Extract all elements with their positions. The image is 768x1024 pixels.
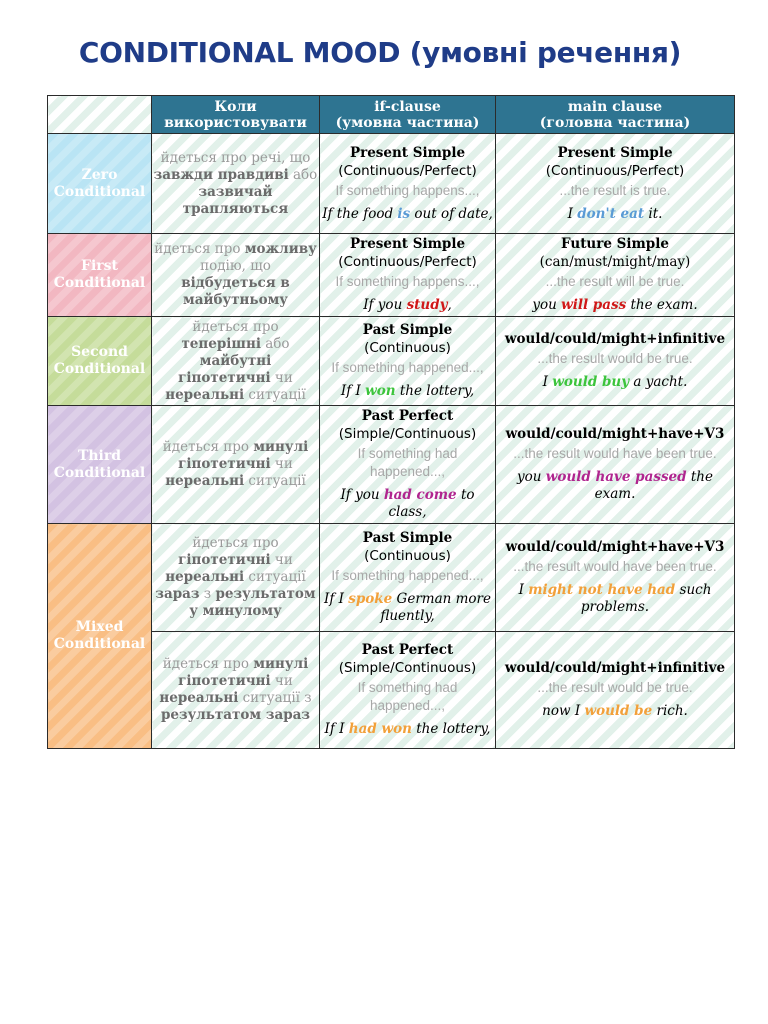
- when-bold: зазвичай трапляються: [182, 183, 289, 217]
- type-label: Conditional: [53, 361, 146, 377]
- header-main-clause: [496, 96, 735, 134]
- type-label: Conditional: [53, 464, 146, 481]
- table-header-row: [48, 96, 735, 134]
- when-cell: [152, 317, 320, 406]
- table-row: [48, 406, 735, 524]
- type-label: Conditional: [53, 183, 146, 200]
- type-label: Second: [71, 344, 128, 360]
- header-main-line1: main clause: [567, 98, 663, 115]
- header-when-line2: використовувати: [164, 114, 307, 131]
- table-row: [48, 632, 735, 749]
- when-cell: [152, 234, 320, 317]
- when-bold: гіпотетичні: [178, 673, 271, 689]
- when-bold: майбутні гіпотетичні: [178, 352, 272, 386]
- table-row: [48, 524, 735, 632]
- sample-text: If something happens...,: [335, 274, 480, 289]
- when-text: йдеться про: [192, 535, 279, 551]
- header-main-line2: (головна частина): [539, 114, 691, 131]
- type-label: Third: [77, 447, 122, 464]
- tense-label: Present Simple: [349, 144, 466, 161]
- sample-text: If something happened...,: [331, 568, 484, 583]
- header-if-line2: (умовна частина): [335, 114, 480, 131]
- type-third-conditional: [48, 406, 152, 524]
- when-bold: нереальні: [165, 569, 245, 585]
- main-clause-cell: [496, 234, 735, 317]
- example-sentence: If the food is out of date,: [322, 205, 493, 222]
- tense-label: Present Simple: [557, 144, 673, 161]
- header-when: [152, 96, 320, 134]
- when-text: чи: [270, 456, 293, 472]
- sample-text: ...the result would be true.: [537, 351, 693, 366]
- tense-variants: (Continuous): [364, 340, 451, 356]
- example-sentence: I would buy a yacht.: [542, 374, 688, 390]
- when-text: або: [260, 335, 290, 352]
- example-sentence: If I won the lottery,: [340, 383, 475, 399]
- when-bold: результатом у минулому: [189, 586, 316, 619]
- tense-label: Past Perfect: [361, 408, 454, 424]
- tense-label: Present Simple: [349, 236, 466, 252]
- when-bold: нереальні: [165, 386, 245, 403]
- when-bold: завжди правдиві: [153, 166, 289, 183]
- example-sentence: you will pass the exam.: [532, 297, 698, 313]
- table-row: [48, 234, 735, 317]
- when-cell: [152, 524, 320, 632]
- sample-text: ...the result would have been true.: [513, 446, 717, 461]
- formula-label: would/could/might+infinitive: [504, 660, 726, 676]
- when-bold: нереальні: [159, 690, 239, 706]
- when-text: ситуації: [244, 386, 306, 403]
- when-cell: [152, 134, 320, 234]
- header-if-clause: [320, 96, 496, 134]
- tense-variants: (Continuous/Perfect): [545, 162, 685, 179]
- when-bold: відбудеться в майбутньому: [181, 275, 290, 308]
- main-clause-cell: [496, 406, 735, 524]
- when-text: з: [199, 586, 216, 602]
- example-sentence: If I had won the lottery,: [324, 721, 491, 737]
- tense-variants: (Continuous/Perfect): [338, 254, 477, 270]
- type-first-conditional: [48, 234, 152, 317]
- example-sentence: you would have passed the exam.: [517, 469, 713, 502]
- if-clause-cell: [320, 234, 496, 317]
- when-text: чи: [270, 673, 293, 689]
- header-if-line1: if-clause: [374, 98, 441, 115]
- when-text: ситуації: [244, 569, 306, 585]
- when-text: чи: [270, 552, 293, 568]
- tense-label: Future Simple: [561, 236, 669, 252]
- when-text: або: [288, 166, 318, 183]
- tense-variants: (Continuous/Perfect): [338, 162, 477, 179]
- when-bold: минулі: [253, 656, 309, 672]
- sample-text: ...the result would have been true.: [513, 559, 717, 574]
- sample-text: If something had happened...,: [357, 446, 458, 479]
- when-text: йдеться про: [154, 241, 245, 257]
- tense-variants: (can/must/might/may): [539, 254, 691, 270]
- if-clause-cell: [320, 632, 496, 749]
- when-text: ситуації з: [238, 690, 312, 706]
- header-when-line1: Коли: [214, 98, 257, 115]
- sample-text: If something had happened...,: [357, 680, 458, 713]
- when-bold: результатом зараз: [160, 707, 311, 723]
- type-mixed-conditional: [48, 524, 152, 749]
- when-text: йдеться про: [192, 318, 279, 335]
- if-clause-cell: [320, 134, 496, 234]
- when-text: йдеться про: [162, 439, 254, 455]
- when-text: йдеться про: [162, 656, 254, 672]
- type-label: Zero: [81, 166, 118, 183]
- type-zero-conditional: [48, 134, 152, 234]
- sample-text: ...the result will be true.: [545, 274, 685, 289]
- when-text: чи: [270, 369, 293, 386]
- type-label: Mixed: [75, 619, 124, 635]
- example-sentence: I might not have had such problems.: [518, 582, 712, 615]
- when-bold: зараз: [155, 586, 200, 602]
- example-sentence: now I would be rich.: [542, 703, 688, 719]
- main-clause-cell: [496, 317, 735, 406]
- when-bold: минулі гіпотетичні: [178, 439, 309, 472]
- example-sentence: If I spoke German more fluently,: [324, 591, 491, 624]
- when-bold: гіпотетичні: [178, 552, 271, 568]
- if-clause-cell: [320, 406, 496, 524]
- main-clause-cell: [496, 524, 735, 632]
- formula-label: would/could/might+have+V3: [505, 426, 725, 442]
- example-sentence: I don't eat it.: [567, 205, 663, 222]
- table-row: [48, 134, 735, 234]
- tense-label: Past Perfect: [361, 642, 454, 658]
- conditionals-table: [47, 95, 735, 749]
- when-bold: можливу: [244, 241, 317, 257]
- when-bold: теперішні: [181, 335, 261, 352]
- sample-text: If something happened...,: [331, 360, 484, 375]
- tense-variants: (Simple/Continuous): [338, 660, 477, 676]
- example-sentence: If you study,: [363, 297, 452, 313]
- type-label: Conditional: [53, 275, 146, 291]
- when-bold: нереальні: [165, 473, 245, 489]
- sample-text: If something happens...,: [335, 182, 480, 198]
- type-label: First: [81, 258, 118, 274]
- when-text: ситуації: [244, 473, 306, 489]
- formula-label: would/could/might+have+V3: [505, 539, 725, 555]
- main-clause-cell: [496, 134, 735, 234]
- type-second-conditional: [48, 317, 152, 406]
- formula-label: would/could/might+infinitive: [504, 331, 726, 347]
- when-cell: [152, 406, 320, 524]
- sample-text: ...the result is true.: [559, 182, 671, 198]
- type-label: Conditional: [53, 636, 146, 652]
- table-row: [48, 317, 735, 406]
- when-cell: [152, 632, 320, 749]
- if-clause-cell: [320, 524, 496, 632]
- main-clause-cell: [496, 632, 735, 749]
- tense-variants: (Continuous): [364, 548, 451, 564]
- header-corner: [48, 96, 152, 134]
- example-sentence: If you had come to class,: [340, 487, 475, 520]
- tense-label: Past Simple: [362, 530, 453, 546]
- tense-label: Past Simple: [362, 322, 453, 338]
- tense-variants: (Simple/Continuous): [338, 426, 477, 442]
- page-title: CONDITIONAL MOOD (умовні речення): [78, 36, 682, 69]
- if-clause-cell: [320, 317, 496, 406]
- when-text: подію, що: [200, 258, 271, 274]
- when-text: йдеться про речі, що: [160, 149, 311, 166]
- sample-text: ...the result would be true.: [537, 680, 693, 695]
